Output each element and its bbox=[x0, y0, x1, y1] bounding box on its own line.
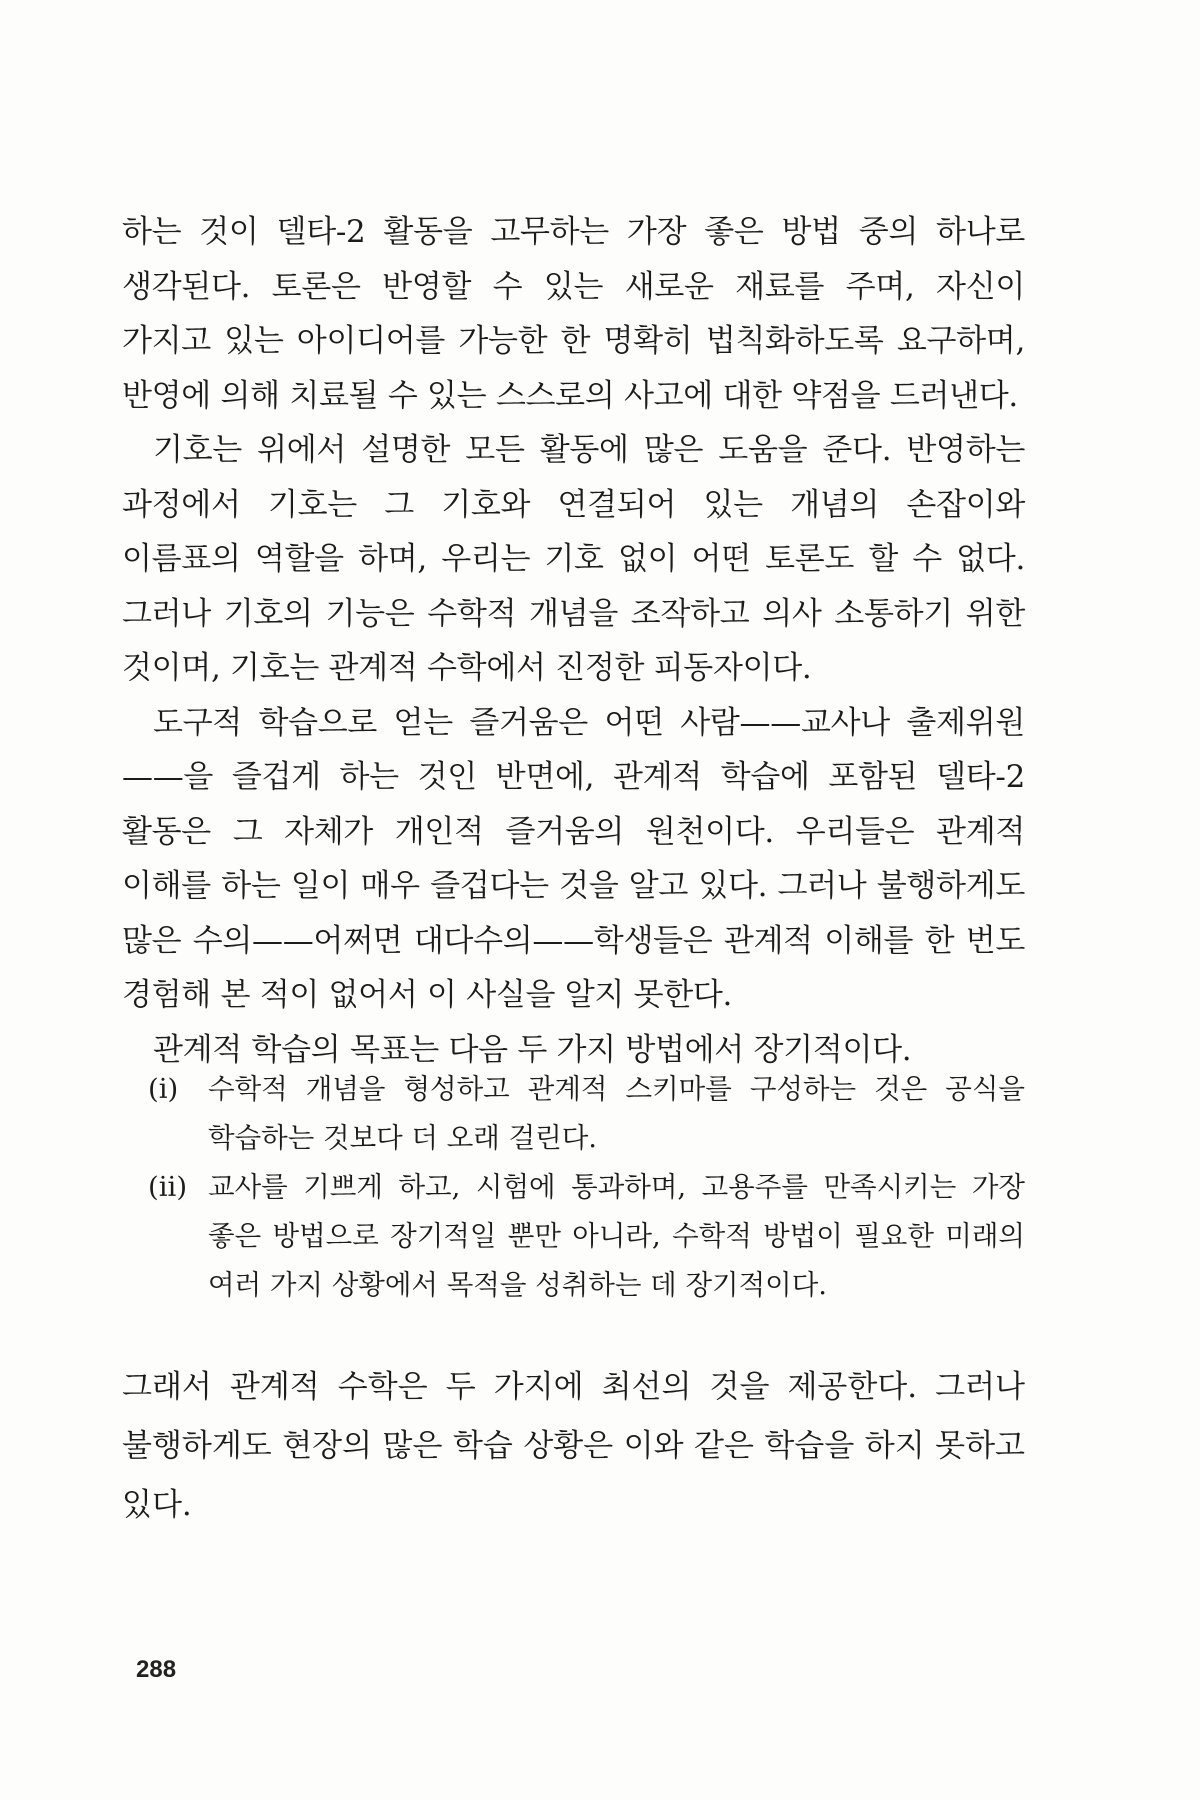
list-item bbox=[148, 1163, 1025, 1310]
numbered-list bbox=[148, 1065, 1025, 1310]
paragraph-continued: 하는 것이 델타-2 활동을 고무하는 가장 좋은 방법 중의 하나로 생각된다. 토론은 반영할 수 있는 새로운 재료를 주며, 자신이 가지고 있는 아이디어를 가능한 한 명확히 법칙화하도록 요구하며, 반영에 의해 치료될 수 있는 스스로의 사고에 대한 약점을 드러낸다. bbox=[122, 214, 1025, 414]
list-item bbox=[148, 1065, 1025, 1163]
page-number: 288 bbox=[136, 1656, 177, 1683]
list-item-text: 수학적 개념을 형성하고 관계적 스키마를 구성하는 것은 공식을 학습하는 것보다 더 오래 걸린다. bbox=[208, 1073, 1025, 1154]
list-marker: (ii) bbox=[148, 1171, 188, 1203]
body-text bbox=[122, 205, 1025, 1077]
list-item-text: 교사를 기쁘게 하고, 시험에 통과하며, 고용주를 만족시키는 가장 좋은 방법으로 장기적일 뿐만 아니라, 수학적 방법이 필요한 미래의 여러 가지 상황에서 목적을 성취하는 데 장기적이다. bbox=[208, 1171, 1025, 1301]
closing-paragraph: 그래서 관계적 수학은 두 가지에 최선의 것을 제공한다. 그러나 불행하게도 현장의 많은 학습 상황은 이와 같은 학습을 하지 못하고 있다. bbox=[122, 1369, 1025, 1523]
list-marker: (i) bbox=[148, 1073, 179, 1105]
paragraph-enjoyment: 도구적 학습으로 얻는 즐거움은 어떤 사람——교사나 출제위원——을 즐겁게 하는 것인 반면에, 관계적 학습에 포함된 델타-2 활동은 그 자체가 개인적 즐거움의 원천이다. 우리들은 관계적 이해를 하는 일이 매우 즐겁다는 것을 알고 있다. 그러나 불행하게도 많은 수의——어쩌면 대다수의——학생들은 관계적 이해를 한 번도 경험해 본 적이 없어서 이 사실을 알지 못한다. bbox=[122, 704, 1025, 1013]
paragraph-long-term: 관계적 학습의 목표는 다음 두 가지 방법에서 장기적이다. bbox=[153, 1031, 912, 1068]
closing-text bbox=[122, 1358, 1025, 1535]
paragraph-symbols: 기호는 위에서 설명한 모든 활동에 많은 도움을 준다. 반영하는 과정에서 기호는 그 기호와 연결되어 있는 개념의 손잡이와 이름표의 역할을 하며, 우리는 기호 없이 어떤 토론도 할 수 없다. 그러나 기호의 기능은 수학적 개념을 조작하고 의사 소통하기 위한 것이며, 기호는 관계적 수학에서 진정한 피동자이다. bbox=[122, 432, 1025, 686]
